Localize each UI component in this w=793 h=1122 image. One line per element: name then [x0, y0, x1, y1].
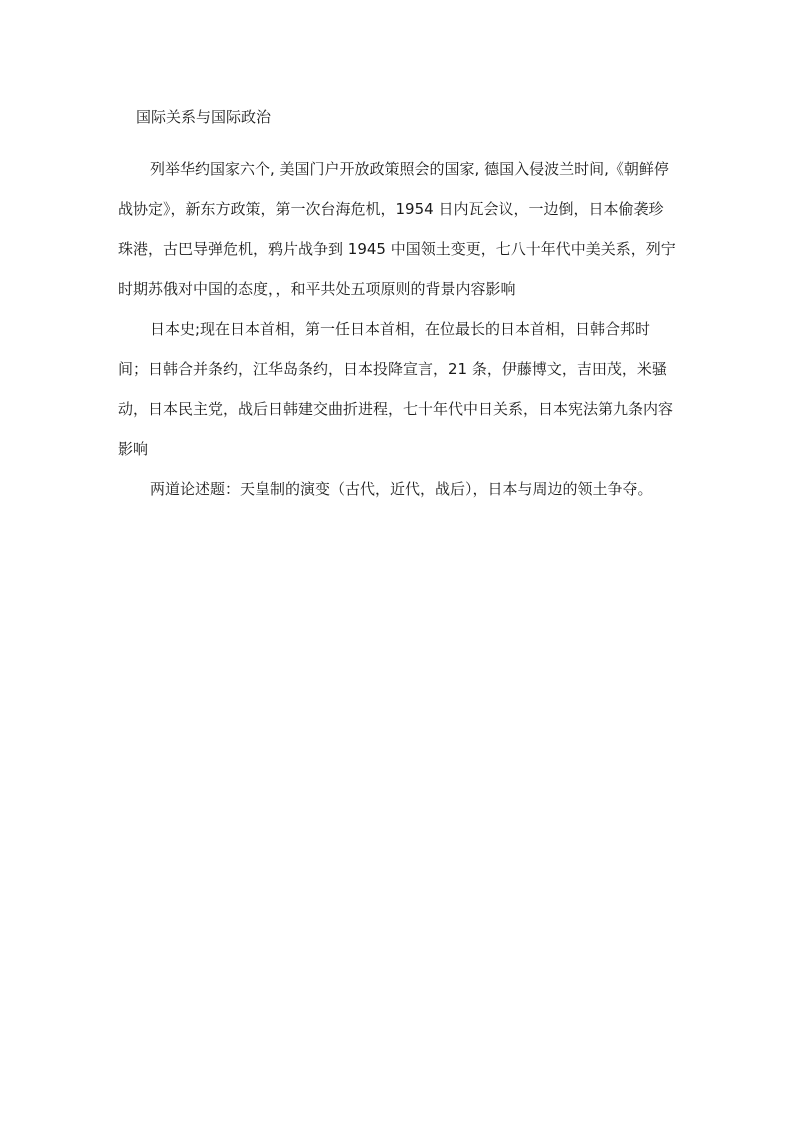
paragraph-essay-questions: 两道论述题：天皇制的演变（古代，近代，战后），日本与周边的领土争夺。: [150, 480, 653, 498]
document-body: [118, 103, 678, 509]
document-heading: 国际关系与国际政治: [136, 108, 272, 126]
paragraph-international-relations: 列举华约国家六个, 美国门户开放政策照会的国家, 德国入侵波兰时间,《朝鲜停战协定》，新东方政策，第一次台海危机，1954 日内瓦会议，一边倒，日本偷袭珍珠港，古巴导弹危机，鸦片战争到 1945 中国领土变更，七八十年代中美关系，列宁时期苏俄对中国的态度，，和平共处五项原则的背景内容影响: [118, 160, 676, 298]
paragraph-japanese-history: 日本史;现在日本首相，第一任日本首相，在位最长的日本首相，日韩合邦时间；日韩合并条约，江华岛条约，日本投降宣言，21 条，伊藤博文，吉田茂，米骚动，日本民主党，战后日韩建交曲折进程，七十年代中日关系，日本宪法第九条内容影响: [118, 320, 674, 458]
